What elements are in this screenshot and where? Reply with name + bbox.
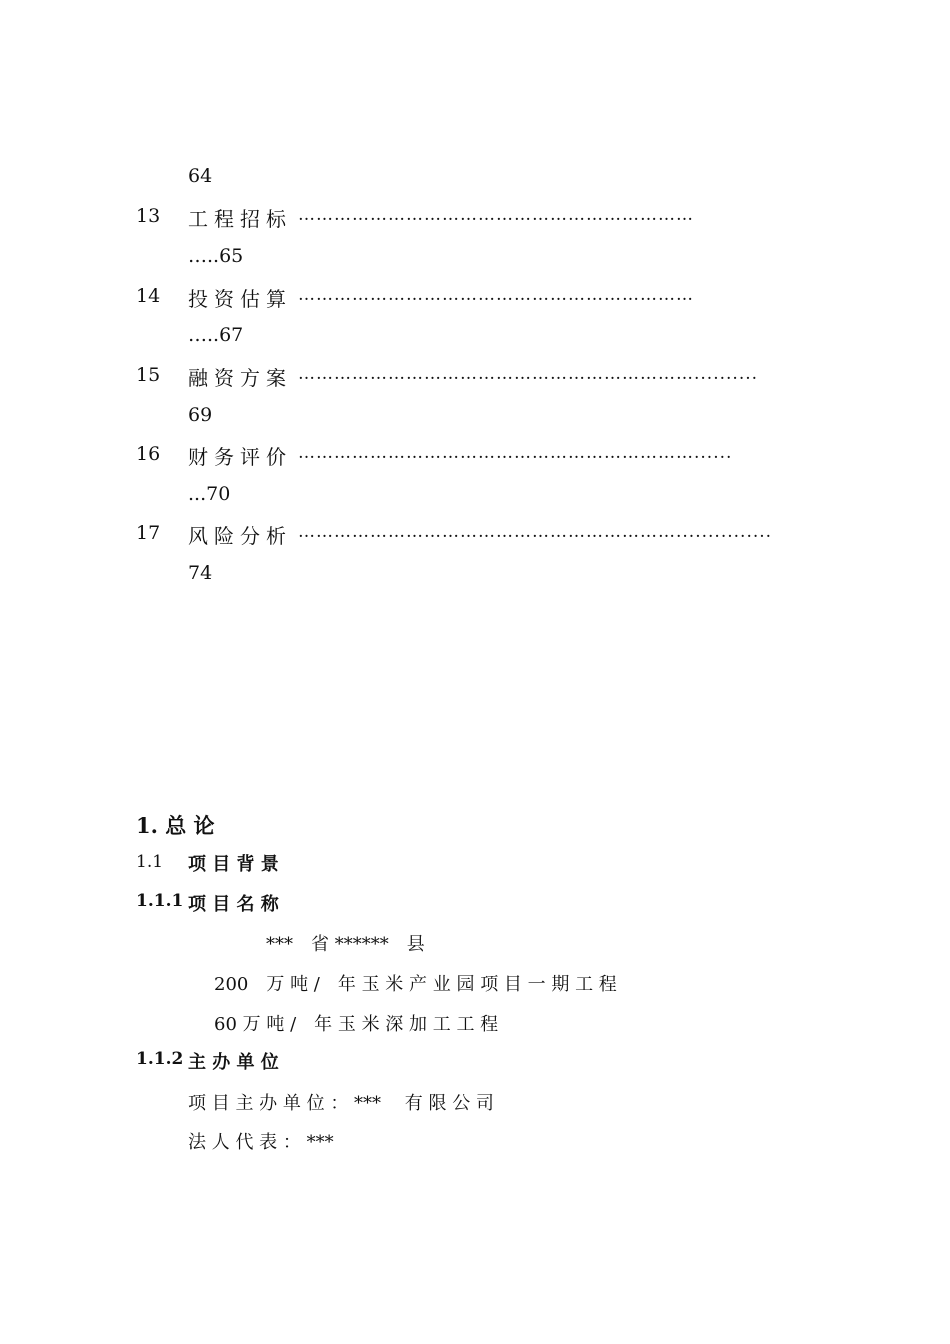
project-name-line: 200 万 吨 / 年 玉 米 产 业 园 项 目 一 期 工 程 bbox=[214, 974, 617, 995]
toc-entry-page: 69 bbox=[188, 404, 213, 426]
toc-leader-dots: …………………………………………………………...... bbox=[298, 443, 733, 463]
toc-leader-dots: ………………………………………………………… bbox=[298, 205, 694, 225]
subsection-number: 1.1.1 bbox=[136, 891, 184, 911]
toc-entry-number: 14 bbox=[136, 285, 161, 307]
toc-entry-number: 15 bbox=[136, 364, 161, 386]
toc-leader-dots: ………………………………………………………….......... bbox=[298, 364, 759, 384]
toc-entry-title[interactable]: 工程招标 bbox=[188, 207, 292, 231]
project-name-line: *** 省 ****** 县 bbox=[266, 934, 425, 955]
toc-entry-number: 16 bbox=[136, 443, 161, 465]
subsection-title: 项 目 背 景 bbox=[188, 854, 279, 875]
toc-entry-title[interactable]: 融资方案 bbox=[188, 366, 292, 390]
subsection-title: 项 目 名 称 bbox=[188, 894, 279, 915]
toc-entry-title[interactable]: 风险分析 bbox=[188, 524, 292, 548]
toc-entry-page: …..65 bbox=[188, 245, 244, 267]
subsection-number: 1.1.2 bbox=[136, 1049, 184, 1069]
toc-entry-title[interactable]: 财务评价 bbox=[188, 445, 292, 469]
toc-leader-dots: ………………………………………………………… bbox=[298, 285, 694, 305]
toc-entry-page: 74 bbox=[188, 562, 213, 584]
toc-entry-title[interactable]: 投资估算 bbox=[188, 287, 292, 311]
section-heading: 1. 总 论 bbox=[136, 813, 215, 838]
legal-representative-line: 法 人 代 表 ： *** bbox=[188, 1132, 334, 1153]
toc-entry-page: ...70 bbox=[188, 483, 231, 505]
toc-continuation-page: 64 bbox=[188, 165, 213, 187]
sponsor-line: 项 目 主 办 单 位 ： *** 有 限 公 司 bbox=[188, 1093, 494, 1114]
project-name-line: 60 万 吨 / 年 玉 米 深 加 工 工 程 bbox=[214, 1014, 499, 1035]
toc-entry-number: 13 bbox=[136, 205, 161, 227]
subsection-number: 1.1 bbox=[136, 852, 164, 872]
subsection-title: 主 办 单 位 bbox=[188, 1052, 279, 1073]
toc-entry-page: …..67 bbox=[188, 324, 244, 346]
toc-entry-number: 17 bbox=[136, 522, 161, 544]
toc-leader-dots: ………………………………………………………............... bbox=[298, 522, 773, 542]
